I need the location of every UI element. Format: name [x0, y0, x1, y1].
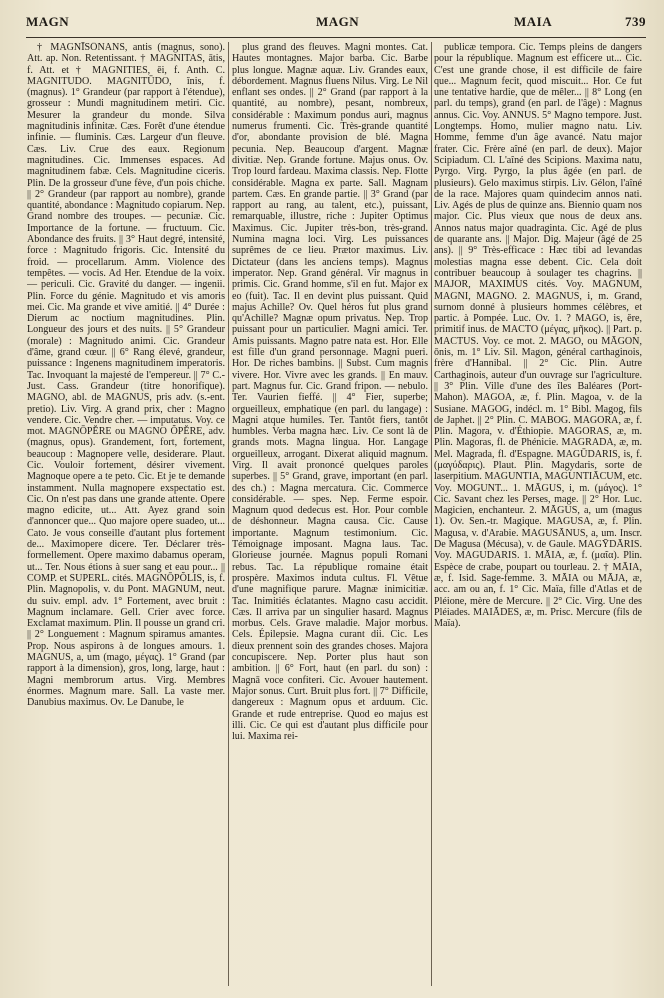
header-left-keyword: MAGN	[26, 14, 70, 29]
column-divider-1	[228, 42, 229, 986]
header-right-keyword: MAIA	[514, 14, 553, 29]
page-number: 739	[625, 14, 646, 29]
text-column-1	[27, 42, 225, 990]
column-divider-2	[431, 42, 432, 986]
column-1-text: † MAGNĪSŌNANS, antis (magnus, sono). Att. ap. Non. Retentissant. † MAGNITAS, ātis, f. Att. et † MAGNITIES, ēi, f. Anth. C. MAGNITUDO. MAGNITŪDO, ĭnis, f. (magnus). 1° Grandeur (par rapport à l'étendue), grosseur : Mundi magnitudinem metiri. Cic. Mesurer la grandeur du monde. Silva magnitudinis infinitæ. Cæs. Forêt d'une étendue infinie. — fluminis. Cæs. Largeur d'un fleuve. Cæs. Liv. Crue des eaux. Regionum magnitudines. Cic. Immenses espaces. Ad magnitudinem fabæ. Cels. Magnitudine ciceris. Plin. De la grosseur d'une fève, d'un pois chiche. || 2° Grandeur (par rapport au nombre), grande quantité, abondance : Magnitudo copiarum. Nep. Grand nombre des troupes. — pecuniæ. Cic. Importance de la fortune. — fructuum. Cic. Abondance des fruits. || 3° Haut degré, intensité, force : Magnitudo frigoris. Cic. Intensité du froid. — procellarum. Amm. Violence des tempêtes. — vocis. Ad Her. Etendue de la voix. — periculi. Cic. Gravité du danger. — ingenii. Plin. Force du génie. Magnitudo et vis amoris mei. Cic. Ma grande et vive amitié. || 4° Durée : Dierum ac noctium magnitudines. Plin. Longueur des jours et des nuits. || 5° Grandeur (morale) : Magnitudo animi. Cic. Grandeur d'âme, grand cœur. || 6° Rang élevé, grandeur, puissance : Ingenens magnitudinem imperatoris. Tac. Invoquant la majesté de l'empereur. || 7° C.-Just. Cass. Grandeur (titre honorifique). MAGNO, abl. de MAGNUS, pris adv. (s.-ent. pretio). Liv. Virg. A grand prix, cher : Magno vendere. Cic. Vendre cher. — imputatus. Voy. ce mot. MAGNŌPĔRE ou MAGNO ŎPĔRE, adv. (magnus, opus). Grandement, fort, fortement, beaucoup : Magnopere velle, desiderare. Plaut. Cic. Vouloir fortement, désirer vivement. Magnoque opere a te peto. Cic. Et je te demande instamment. Nulla magnopere exspectatio est. Cic. On n'est pas dans une grande attente. Opere magno edicite, ut... Att. Ayez grand soin d'annoncer que... Quo majore opere suadeo, ut... Cato. Je vous conseille d'autant plus fortement de... Maximopere dicere. Ter. Déclarer très-formellement. Opere maximo dabamus operam, ut... Ter. Nous étions à suer sang et eau pour... || COMP. et SUPERL. cités. MAGNŌPŎLIS, is, f. Plin. Magnopolis, v. du Pont. MAGNUM, neut. du suiv. empl. adv. 1° Fortement, avec bruit : Magnum inclamare. Gell. Crier avec force. Exclamat maximum. Plin. Il pousse un grand cri. || 2° Longuement : Magnum spiramus amantes. Prop. Nous aspirons à de longues amours. 1. MAGNUS, a, um (mago, μέγας). 1° Grand (par rapport à la dimension), gros, long, large, haut : Magni membrorum artus. Virg. Membres énormes. Magnum mare. Sall. La vaste mer. Danubius maximus. Ov. Le Danube, le	[27, 42, 225, 709]
running-header	[26, 14, 646, 34]
text-column-3	[434, 42, 642, 990]
header-center-keyword: MAGN	[316, 14, 360, 29]
text-column-2	[232, 42, 428, 990]
column-2-text: plus grand des fleuves. Magni montes. Cat. Hautes montagnes. Major barba. Cic. Barbe plus longue. Magnæ aquæ. Liv. Grandes eaux, débordement. Magnus fluens Nilus. Virg. Le Nil enflant ses ondes. || 2° Grand (par rapport à la quantité, au nombre), pesant, nombreux, considérable : Maximum pondus auri, magnus numerus frumenti. Cic. Très-grande quantité d'or, abondante provision de blé. Magna pecunia. Nep. Beaucoup d'argent. Magnæ divitiæ. Nep. Grande fortune. Majus onus. Ov. Trop lourd fardeau. Maxima classis. Nep. Flotte considérable. Magna ex parte. Sall. Magnam partem. Cæs. En grande partie. || 3° Grand (par rapport au rang, au talent, etc.), puissant, remarquable, illustre, riche : Jupiter Optimus Maximus. Cic. Jupiter très-bon, très-grand. Numina magna loci. Virg. Les puissances suprêmes de ce lieu. Prætor maximus. Liv. Dictateur (dans les anciens temps). Magnus imperator. Nep. Grand général. Vir magnus in primis. Cic. Grand homme, s'il en fut. Major ex eo (fuit). Tac. Il en devint plus puissant. Quid majus Achille? Ov. Quel héros fut plus grand qu'Achille? Magnæ opum privatus. Nep. Trop puissant pour un particulier. Magni amici. Ter. Amis puissants. Magno patre nata est. Hor. Elle est fille d'un grand personnage. Magni pueri. Hor. De riches bambins. || Subst. Cum magnis vivere. Hor. Vivre avec les grands. || En mauv. part. Magnus fur. Cic. Grand fripon. — nebulo. Ter. Vaurien fieffé. || 4° Fier, superbe; orgueilleux, emphatique (en parl. du langage) : Magni atque humiles. Ter. Tantôt fiers, tantôt humbles. Verba magna hæc. Liv. Ce sont là de grands mots. Magna lingua. Hor. Langage orgueilleux, arrogant. Dixerat aliquid magnum. Virg. Il avait prononcé quelques paroles superbes. || 5° Grand, grave, important (en parl. des ch.) : Magna mercatura. Cic. Commerce considérable. — spes. Nep. Ferme espoir. Magnum quod dedecus est. Hor. Pour comble de déshonneur. Magna causa. Cic. Cause importante. Magnum testimonium. Cic. Témoignage imposant. Magna laus. Tac. Glorieuse journée. Magnus populi Romani rebus. Tac. La république romaine était prospère. Maximos induta cultus. Fl. Vêtue d'une magnifique parure. Magnæ inimicitiæ. Tac. Inimitiés éclatantes. Magno casu accidit. Cæs. Il arriva par un singulier hasard. Magnus morbus. Cels. Grave maladie. Major morbus. Cels. Épilepsie. Magna curant dii. Cic. Les dieux prennent soin des grandes choses. Majora concupiscere. Nep. Porter plus haut son ambition. || 6° Fort, haut (en parl. du son) : Magnā voce confiteri. Cic. Avouer hautement. Major sonus. Curt. Bruit plus fort. || 7° Difficile, dangereux : Magnum opus et arduum. Cic. Grande et rude entreprise. Quod eo majus est illi. Cic. Ce qui est d'autant plus difficile pour lui. Maxima rei-	[232, 42, 428, 743]
column-3-text: publicæ tempora. Cic. Temps pleins de dangers pour la république. Magnum est efficere ut... Cic. C'est une grande chose, il est difficile de faire que... Magnum fecit, quod miscuit... Hor. Ce fut une tentative hardie, que de mêler... || 8° Long (en parl. du temps), grand (en parl. de l'âge) : Magnus annus. Cic. Voy. ANNUS. 5° Magno tempore. Just. Longtemps. Homo, mulier magno natu. Liv. Homme, femme d'un âge avancé. Natu major frater. Cic. Frère aîné (en parl. de deux). Major Scipiadum. Cl. L'aîné des Scipions. Maxima natu, Pyrgo. Virg. Pyrgo, la plus âgée (en parl. de plusieurs). Gelo maximus stirpis. Liv. Gélon, l'aîné de la race. Majores quam quindecim annos nati. Liv. Agés de plus de quinze ans. Biennio quam nos major. Cic. Plus vieux que nous de deux ans. Annos natus major quadraginta. Cic. Agé de plus de quarante ans. || Major. Dig. Majeur (âgé de 25 ans). || 9° Très-efficace : Hæc tibi ad levandas molestias magna esse debent. Cic. Cela doit contribuer beaucoup à soulager tes chagrins. || MAJOR, MAXIMUS cités. Voy. MAGNUM, MAGNI, MAGNO. 2. MAGNUS, i, m. Grand, surnom donné à plusieurs hommes célèbres, et partic. à Pompée. Luc. Ov. 1. ? MAGO, is, ĕre, primitif inus. de MACTO (μέγας, μῆκος). || Part. p. MACTUS. Voy. ce mot. 2. MAGO, ou MĀGON, ōnis, m. 1° Liv. Sil. Magon, général carthaginois, frère d'Hannibal. || 2° Cic. Plin. Autre Carthaginois, auteur d'un ouvrage sur l'agriculture. || 3° Plin. Ville d'une des îles Baléares (Port-Mahon). MAGOA, æ, f. Plin. Magoa, v. de la Susiane. MAGOG, indécl. m. 1° Bibl. Magog, fils de Japhet. || 2° Plin. C. MABOG. MAGORA, æ, f. Plin. Magora, v. d'Éthiopie. MAGORAS, æ, m. Plin. Magoras, fl. de Phénicie. MAGRADA, æ, m. Mel. Magrada, fl. d'Espagne. MAGŪDARIS, is, f. (μαγύδαρις). Plaut. Plin. Magydaris, sorte de laserpitium. MAGUNTIA, MAGUNTIĀCUM, etc. Voy. MOGUNT... 1. MĀGUS, i, m. (μάγος). 1° Cic. Savant chez les Perses, mage. || 2° Hor. Luc. Magicien, enchanteur. 2. MĀGUS, a, um (magus 1). Ov. Sen.-tr. Magique. MAGUSA, æ, f. Plin. Magusa, v. d'Arabie. MAGUSĀNUS, a, um. Inscr. De Magusa (Mécusa), v. de Gaule. MAGȲDĀRIS. Voy. MAGUDARIS. 1. MĀIA, æ, f. (μαῖα). Plin. Espèce de crabe, poupart ou tourleau. 2. † MĀIA, æ, f. Isid. Sage-femme. 3. MĀIA ou MĀJA, æ, acc. am ou an, f. 1° Cic. Maïa, fille d'Atlas et de Pléione, mère de Mercure. || 2° Cic. Virg. Une des Pléiades. MAIĀDES, æ, m. Prisc. Mercure (fils de Maïa).	[434, 42, 642, 630]
header-rule	[26, 37, 646, 38]
